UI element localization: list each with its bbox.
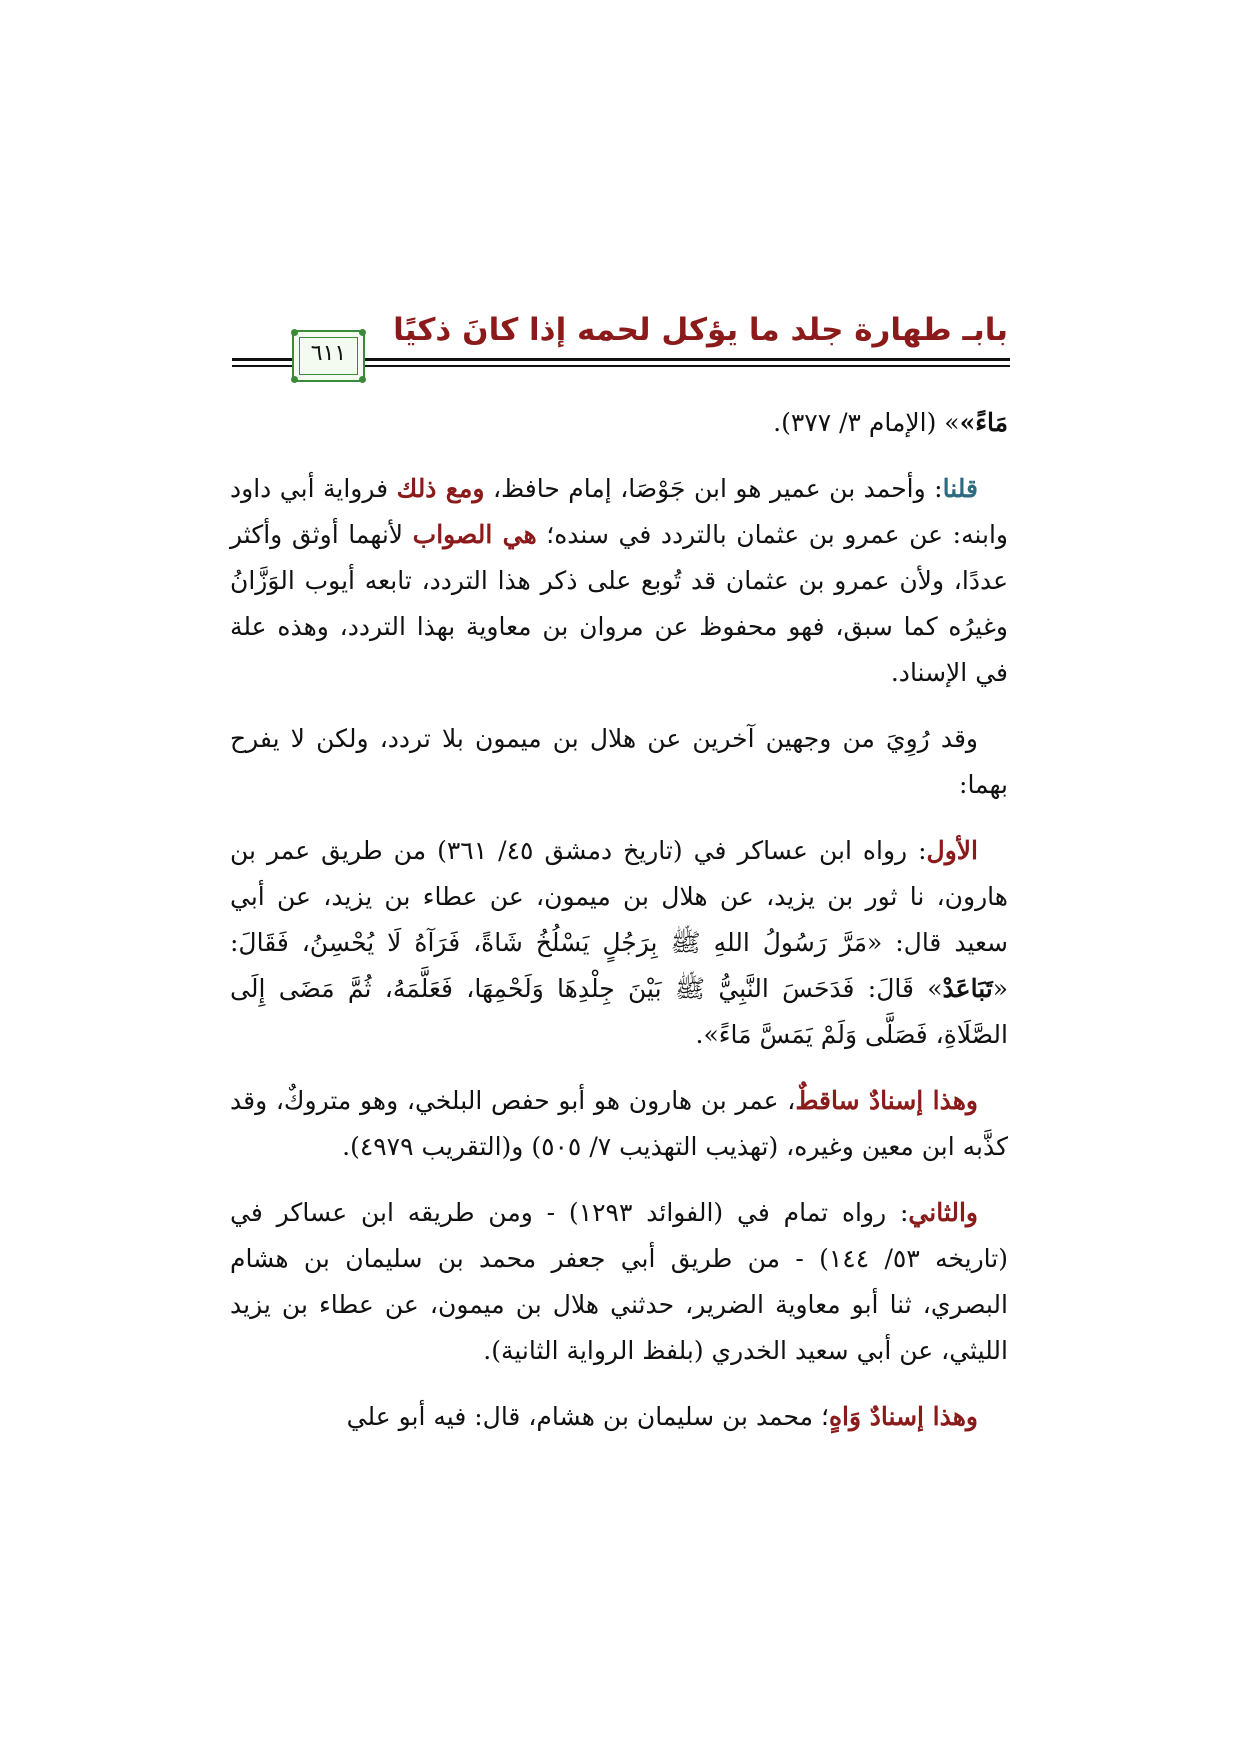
paragraph-second-ruling <box>230 1394 1008 1440</box>
header-rule-thin-left <box>232 365 292 367</box>
paragraph-text: لأنهما أوثق وأكثر عددًا، ولأن عمرو بن عثمان قد تُوبع على ذكر هذا التردد، تابعه أيوب الوَزَّانُ وغيرُه كما سبق، فهو محفوظ عن مروان بن معاوية بهذا التردد، وهذه علة في الإسناد. <box>230 520 1008 687</box>
paragraph-text: ، عمر بن هارون هو أبو حفص البلخي، وهو متروكٌ، وقد كذَّبه ابن معين وغيره، (تهذيب التهذيب ٧/ ٥٠٥) و(التقريب ٤٩٧٩). <box>230 1086 1008 1161</box>
paragraph-qulna <box>230 466 1008 696</box>
header-rule-thin <box>365 365 1010 367</box>
ornament-icon <box>291 329 298 336</box>
paragraph-text: » قَالَ: فَدَحَسَ النَّبِيُّ ﷺ بَيْنَ جِلْدِهَا وَلَحْمِهَا، فَعَلَّمَهُ، ثُمَّ مَضَى إِلَى الصَّلَاةِ، فَصَلَّى وَلَمْ يَمَسَّ مَاءً». <box>230 974 1008 1049</box>
paragraph-label: قلنا <box>942 474 978 503</box>
paragraph-first-ruling <box>230 1078 1008 1170</box>
hadith-word-bold: تَبَاعَدْ <box>942 974 993 1003</box>
highlight-text: هي الصواب <box>412 520 537 549</box>
citation-text: » (الإمام ٣/ ٣٧٧). <box>773 408 960 437</box>
paragraph-text: وقد رُوِيَ من وجهين آخرين عن هلال بن ميمون بلا تردد، ولكن لا يفرح بهما: <box>230 724 1008 799</box>
paragraph-text: : رواه تمام في (الفوائد ١٢٩٣) - ومن طريقه ابن عساكر في (تاريخه ٥٣/ ١٤٤) - من طريق أبي جعفر محمد بن سليمان بن هشام البصري، ثنا أبو معاوية الضرير، حدثني هلال بن ميمون، عن عطاء بن يزيد الليثي، عن أبي سعيد الخدري (بلفظ الرواية الثانية). <box>230 1198 1008 1365</box>
ornament-icon <box>359 376 366 383</box>
page-body <box>230 400 1008 1460</box>
highlight-text: وهذا إسنادٌ وَاهٍ <box>828 1402 978 1431</box>
page-number: ٦١١ <box>310 341 347 366</box>
paragraph-first <box>230 828 1008 1058</box>
chapter-title: بابـ طهارة جلد ما يؤكل لحمه إذا كانَ ذكيًا <box>393 312 1008 348</box>
header-rule-thick <box>365 358 1010 361</box>
hadith-end-bold: مَاءً» <box>959 408 1008 437</box>
paragraph-text: ؛ محمد بن سليمان بن هشام، قال: فيه أبو علي <box>346 1402 829 1431</box>
ornament-icon <box>291 376 298 383</box>
page-number-badge <box>292 330 365 382</box>
paragraph-text: فرواية أبي داود وابنه: عن عمرو بن عثمان بالتردد في سنده؛ <box>230 474 1009 549</box>
ornament-icon <box>359 329 366 336</box>
paragraph-label: الأول <box>926 836 978 865</box>
paragraph-text: : رواه ابن عساكر في (تاريخ دمشق ٤٥/ ٣٦١) من طريق عمر بن هارون، نا ثور بن يزيد، عن هلال بن ميمون، عن عطاء بن يزيد، عن أبي سعيد قال: «مَرَّ رَسُولُ اللهِ ﷺ بِرَجُلٍ يَسْلُخُ شَاةً، فَرَآهُ لَا يُحْسِنُ، فَقَالَ: « <box>230 836 1008 1003</box>
highlight-text: وهذا إسنادٌ ساقطٌ <box>795 1086 978 1115</box>
header-rule-thick-left <box>232 358 292 361</box>
paragraph-continuation <box>230 400 1008 446</box>
paragraph-second <box>230 1190 1008 1374</box>
paragraph-label: والثاني <box>908 1198 978 1227</box>
highlight-text: ومع ذلك <box>396 474 485 503</box>
paragraph-text: : وأحمد بن عمير هو ابن جَوْصَا، إمام حافظ، <box>484 474 943 503</box>
paragraph-two-ways <box>230 716 1008 808</box>
